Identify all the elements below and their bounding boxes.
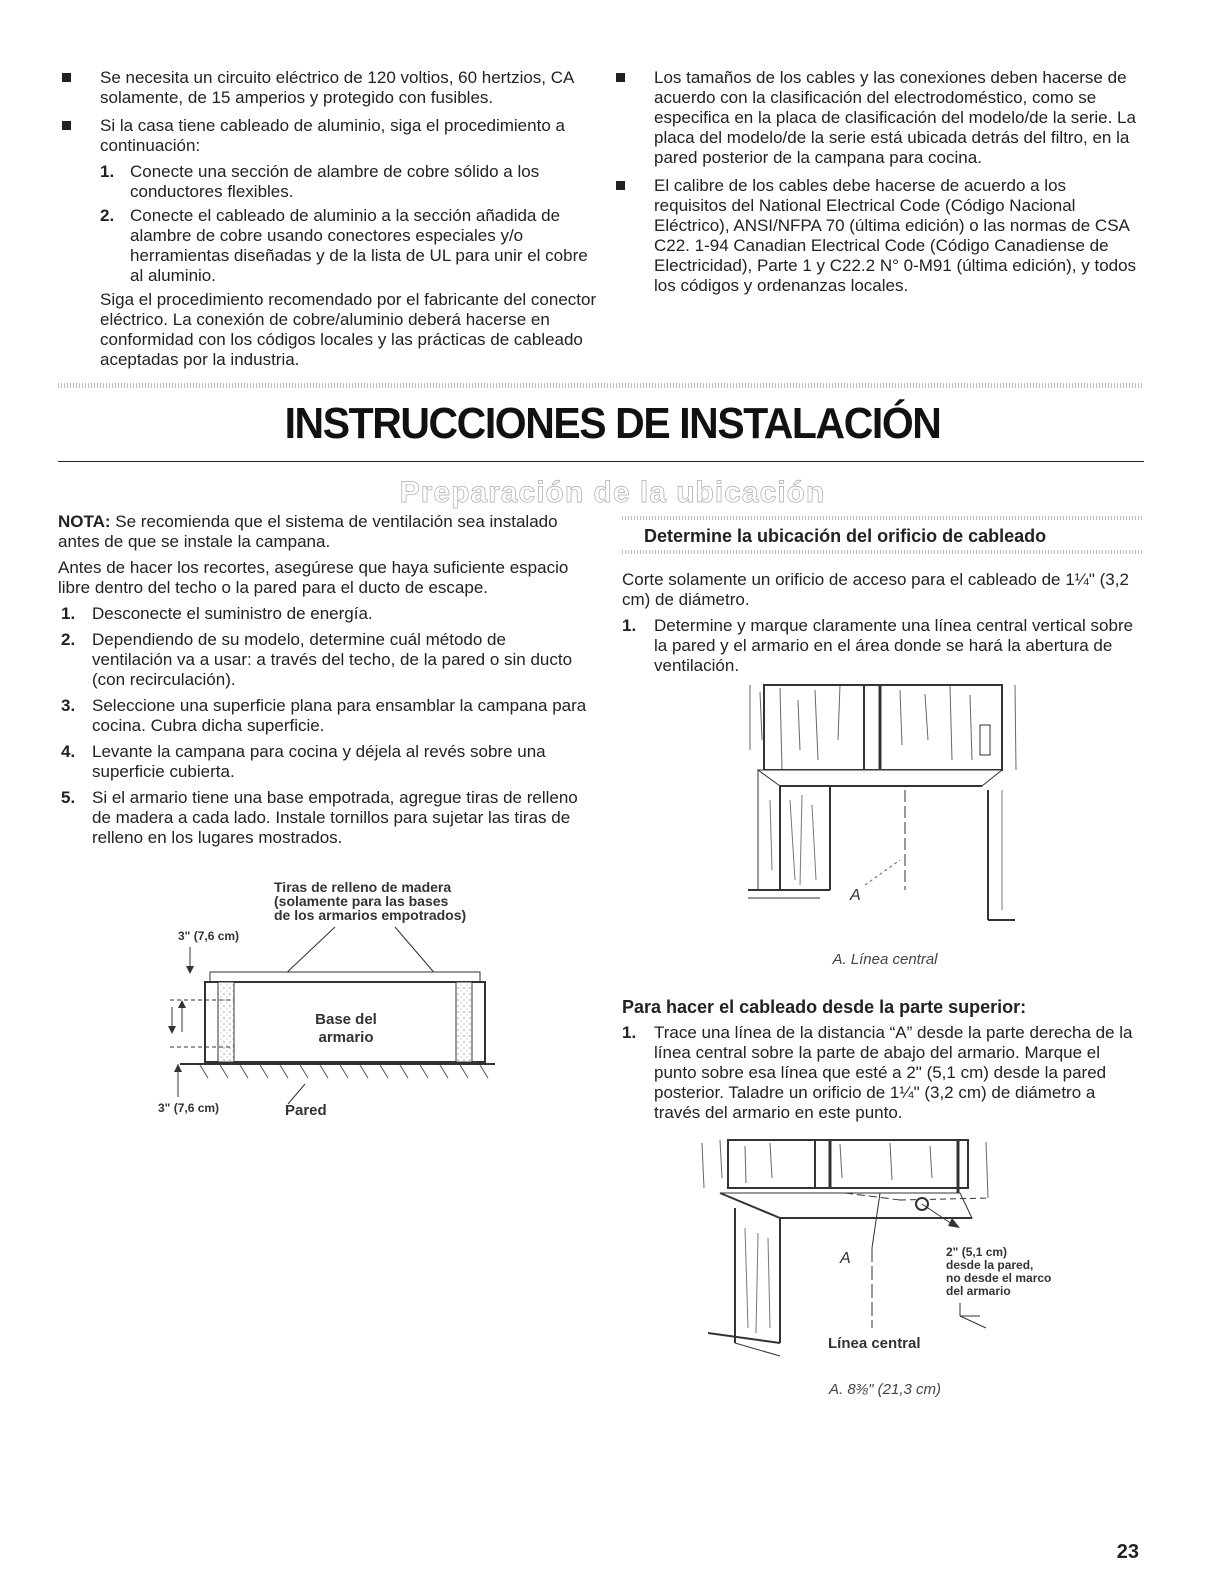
dim-bottom-label: 3" (7,6 cm) bbox=[158, 1101, 220, 1115]
bullet-aluminum: Si la casa tiene cableado de aluminio, siga el procedimiento a continuación: 1. Conecte una sección de alambre de cobre sólido a los conductores flexibles. 2. Conecte el cableado de aluminio a la sección añadida de alambre de cobre usando conectores especiales y/o herramientas diseñadas y de la lista de UL para unir el cobre al aluminio. Siga el procedimiento recomendado por el fabricante del conector eléctrico. La conexión de cobre/aluminio deberá hacerse en conformidad con los códigos locales y las prácticas de cableado aceptadas por la industria. bbox=[58, 116, 598, 370]
hole-size-paragraph: Corte solamente un orificio de acceso para el cableado de 1¼" (3,2 cm) de diámetro. bbox=[622, 570, 1129, 609]
aluminum-step-2: 2. Conecte el cableado de aluminio a la sección añadida de alambre de cobre usando conectores especiales y/o herramientas diseñadas y de la lista de UL para unir el cobre al aluminio. bbox=[100, 206, 588, 285]
fig2-label-a: A bbox=[840, 1250, 851, 1267]
nota-text: Se recomienda que el sistema de ventilación sea instalado antes de que se instale la campana. bbox=[58, 512, 558, 551]
centerline-step: 1. Determine y marque claramente una línea central vertical sobre la pared y el armario en el área donde se hará la abertura de ventilación. bbox=[622, 616, 1134, 675]
wiring-location-heading: Determine la ubicación del orificio de cableado bbox=[644, 526, 1047, 546]
left-filler-strip bbox=[218, 982, 234, 1062]
fig2-caption: A. 8⅜" (21,3 cm) bbox=[828, 1381, 942, 1398]
right-column bbox=[622, 526, 1144, 546]
wall-label: Pared bbox=[285, 1102, 327, 1119]
top-left-column bbox=[58, 68, 598, 378]
fig2-note-2: desde la pared, bbox=[946, 1258, 1034, 1272]
page-title: INSTRUCCIONES DE INSTALACIÓN bbox=[284, 399, 941, 448]
strips-label-line3: de los armarios empotrados) bbox=[274, 907, 467, 923]
nota-label: NOTA: bbox=[58, 512, 111, 531]
nota-paragraph bbox=[58, 512, 588, 552]
heading-hatch-top bbox=[622, 516, 1144, 520]
top-wiring-section bbox=[622, 997, 1144, 1123]
cabinet-base-label-2: armario bbox=[318, 1029, 374, 1046]
electrical-bullets bbox=[58, 68, 598, 370]
manufacturer-paragraph: Siga el procedimiento recomendado por el fabricante del conector eléctrico. La conexión de cobre/aluminio deberá hacerse en conformidad con los códigos locales y las prácticas de cableado aceptadas por la industria. bbox=[100, 290, 597, 369]
top-right-column bbox=[612, 68, 1140, 304]
wiring-bullets bbox=[612, 68, 1140, 296]
heading-hatch-bottom bbox=[622, 550, 1144, 554]
page-number: 23 bbox=[1116, 1541, 1139, 1563]
prep-step: 2. Dependiendo de su modelo, determine cuál método de ventilación va a usar: a través del techo, de la pared o sin ducto (con recirculación). bbox=[61, 630, 573, 689]
cabinet-base-label-1: Base del bbox=[315, 1011, 377, 1028]
centerline-diagram bbox=[740, 680, 1030, 930]
right-column-body bbox=[622, 570, 1144, 676]
fig2-note-1: 2" (5,1 cm) bbox=[946, 1245, 1008, 1259]
strips-label-line2: (solamente para las bases bbox=[274, 893, 449, 909]
prep-step: 5. Si el armario tiene una base empotrada, agregue tiras de relleno de madera a cada lado. Instale tornillos para sujetar las tiras de relleno en los lugares mostrados. bbox=[61, 788, 578, 847]
title-rule bbox=[58, 461, 1144, 462]
bullet-circuit: Se necesita un circuito eléctrico de 120 voltios, 60 hertzios, CA solamente, de 15 amperios y protegido con fusibles. bbox=[58, 68, 598, 108]
dim-top-label: 3" (7,6 cm) bbox=[178, 929, 240, 943]
intro-paragraph: Antes de hacer los recortes, asegúrese que haya suficiente espacio libre dentro del techo o la pared para el ducto de escape. bbox=[58, 558, 569, 597]
fig2-note-4: del armario bbox=[946, 1284, 1011, 1298]
top-wiring-step: 1. Trace una línea de la distancia “A” desde la parte derecha de la línea central sobre la parte de abajo del armario. Marque el punto sobre esa línea que esté a 2" (5,1 cm) desde la pared posterior. Taladre un orificio de 1¼" (3,2 cm) de diámetro a través del armario en este punto. bbox=[622, 1023, 1133, 1122]
drill-point-diagram bbox=[690, 1138, 1080, 1368]
section-subtitle: Preparación de la ubicación bbox=[399, 476, 826, 509]
section-divider-hatch bbox=[58, 383, 1144, 388]
prep-step: 3. Seleccione una superficie plana para ensamblar la campana para cocina. Cubra dicha superficie. bbox=[61, 696, 587, 735]
bullet-wire-gauge: El calibre de los cables debe hacerse de acuerdo a los requisitos del National Electrical Code (Código Nacional Eléctrico), ANSI/NFPA 70 (última edición) o las normas de CSA C22. 1-94 Canadian Electrical Code (Código Canadiense de Electricidad), Parte 1 y C22.2 N° 0-M91 (última edición), y todos los códigos y ordenanzas locales. bbox=[612, 176, 1140, 296]
bullet-wire-sizes: Los tamaños de los cables y las conexiones deben hacerse de acuerdo con la clasificación del electrodoméstico, como se especifica en la placa de clasificación del modelo/de la serie. La placa del modelo/de la serie está ubicada detrás del filtro, en la pared posterior de la campana para cocina. bbox=[612, 68, 1140, 168]
filler-strip-diagram bbox=[150, 872, 510, 1122]
fig2-centerline-label: Línea central bbox=[828, 1335, 921, 1352]
aluminum-steps bbox=[100, 162, 598, 286]
fig1-caption: A. Línea central bbox=[832, 951, 938, 968]
strips-label-line1: Tiras de relleno de madera bbox=[274, 879, 452, 895]
aluminum-step-1: 1. Conecte una sección de alambre de cobre sólido a los conductores flexibles. bbox=[100, 162, 540, 201]
right-filler-strip bbox=[456, 982, 472, 1062]
prep-step: 4. Levante la campana para cocina y déjela al revés sobre una superficie cubierta. bbox=[61, 742, 546, 781]
fig1-label-a: A bbox=[850, 887, 861, 904]
prep-steps bbox=[58, 604, 588, 848]
prep-step: 1. Desconecte el suministro de energía. bbox=[61, 604, 373, 623]
top-wiring-heading: Para hacer el cableado desde la parte superior: bbox=[622, 997, 1027, 1017]
cabinet-top bbox=[210, 972, 480, 982]
fig2-note-3: no desde el marco bbox=[946, 1271, 1052, 1285]
left-column bbox=[58, 512, 588, 854]
